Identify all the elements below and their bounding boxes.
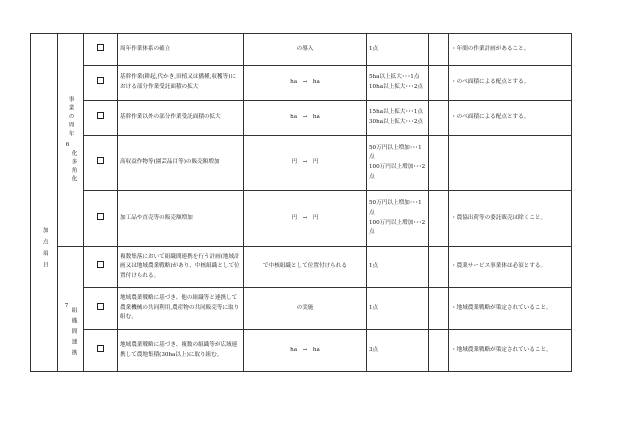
table-row [31,191,572,247]
table-row [31,136,572,191]
target-text: の実施 [244,288,367,330]
table-row [31,34,572,66]
group-label-bonus-items [31,34,58,372]
points-line: 100万円以上増加･･･2点 [369,164,426,180]
blank-cell [429,136,449,191]
target-text: ha → ha [244,330,367,372]
blank-cell [429,247,449,288]
section-7-heading-text: 組織間連携 [70,306,77,360]
scoring-table [30,33,572,372]
section-6-heading-lower: 化多角化 [70,150,77,185]
points-line: 3点 [369,346,379,353]
row-checkbox-cell[interactable] [84,191,118,247]
notes-text: ・のべ面積による配点とする。 [449,66,572,101]
blank-cell [429,66,449,101]
row-checkbox-cell[interactable] [84,247,118,288]
points-line: 50万円以上増加･･･1点 [369,144,422,161]
points-cell [367,101,429,136]
section-7-heading [58,247,84,372]
checkbox[interactable] [97,112,104,119]
checkbox[interactable] [97,261,104,268]
item-text: 地域農業戦略に基づき、複数の組織等が広域連携して農地集積(30ha以上)に取り組む。 [118,330,244,372]
row-checkbox-cell[interactable] [84,101,118,136]
points-cell [367,288,429,330]
checkbox[interactable] [97,303,104,310]
points-cell [367,66,429,101]
item-text: 基幹作業以外の部分作業受託面積の拡大 [118,101,244,136]
table-row [31,330,572,372]
blank-cell [429,288,449,330]
table-row [31,288,572,330]
notes-text: ・地域農業戦略が策定されていること。 [449,288,572,330]
table-row [31,247,572,288]
notes-text: ・農協出荷等の委託販売は除くこと。 [449,191,572,247]
notes-text: ・地域農業戦略が策定されていること。 [449,330,572,372]
target-text: で中核組織として位置付けられる [244,247,367,288]
points-cell [367,136,429,191]
section-6-number: 6 [65,141,70,148]
section-7-number: 7 [64,302,69,309]
row-checkbox-cell[interactable] [84,288,118,330]
item-text: 周年作業体系の確立 [118,34,244,66]
item-text: 地域農業戦略に基づき、他の組織等と連携して農業機械の共同利用,農産物の共同販売等に取り組む。 [118,288,244,330]
row-checkbox-cell[interactable] [84,66,118,101]
target-text: ha → ha [244,101,367,136]
target-text: 円 → 円 [244,191,367,247]
target-text: の導入 [244,34,367,66]
row-checkbox-cell[interactable] [84,34,118,66]
target-text: ha → ha [244,66,367,101]
section-6-heading [58,34,84,247]
section-6-heading-upper: 事業の周年 [67,95,74,139]
points-line: 50万円以上増加･･･1点 [369,200,422,216]
row-checkbox-cell[interactable] [84,136,118,191]
checkbox[interactable] [97,157,104,164]
points-line: 5ha以上拡大･･･1点 [369,74,420,81]
item-text: 高収益作物等(園芸品目等)の販売額増加 [118,136,244,191]
points-cell [367,247,429,288]
points-cell [367,34,429,66]
blank-cell [429,101,449,136]
group-label-text: 加点項目 [41,226,48,274]
target-text: 円 → 円 [244,136,367,191]
item-text: 複数集落において組織間連携を行う計画(地域計画又は地域農業戦略)があり、中核組織として位置付けられる。 [118,247,244,288]
blank-cell [429,191,449,247]
blank-cell [429,34,449,66]
points-cell [367,330,429,372]
row-checkbox-cell[interactable] [84,330,118,372]
notes-text [449,136,572,191]
points-line: 30ha以上拡大･･･2点 [369,119,423,125]
table-row [31,66,572,101]
checkbox[interactable] [97,44,104,51]
points-line: 1点 [369,45,379,52]
blank-cell [429,330,449,372]
item-text: 基幹作業(耕起,代かき,田植又は播種,収穫等)における部分作業受託面積の拡大 [118,66,244,101]
checkbox[interactable] [97,213,104,220]
points-line: 15ha以上拡大･･･1点 [369,109,423,116]
notes-text: ・農業サービス事業体は必須とする。 [449,247,572,288]
points-line: 10ha以上拡大･･･2点 [369,84,423,90]
points-line: 1点 [369,304,379,311]
table-row [31,101,572,136]
notes-text: ・のべ面積による配点とする。 [449,101,572,136]
points-cell [367,191,429,247]
points-line: 1点 [369,263,379,270]
checkbox[interactable] [97,77,104,84]
checkbox[interactable] [97,345,104,352]
points-line: 100万円以上増加･･･2点 [369,219,426,236]
item-text: 加工品や直売等の販売額増加 [118,191,244,247]
notes-text: ・年間の作業計画があること。 [449,34,572,66]
